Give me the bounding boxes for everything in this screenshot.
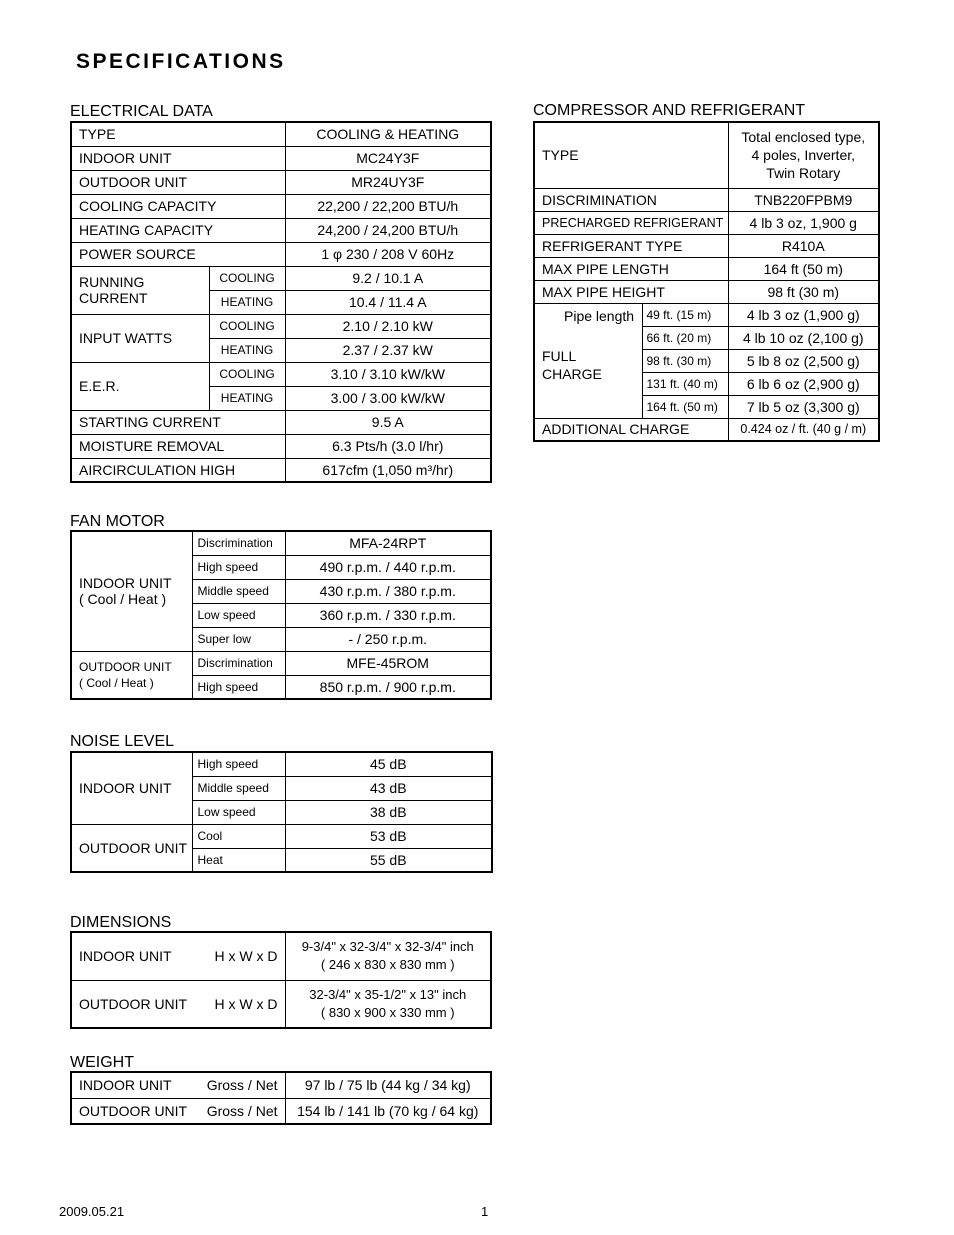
moisture-removal-label: MOISTURE REMOVAL <box>71 434 285 458</box>
indoor-unit-label: INDOOR UNIT <box>71 146 285 170</box>
hwd-label: H x W x D <box>197 932 285 980</box>
noise-level-heading: NOISE LEVEL <box>70 733 175 750</box>
type-label: TYPE <box>71 122 285 146</box>
fan-motor-table <box>70 530 492 700</box>
discrimination-label: Discrimination <box>192 651 285 675</box>
starting-current-label: STARTING CURRENT <box>71 410 285 434</box>
dimensions-heading: DIMENSIONS <box>70 914 172 931</box>
low-speed-label: Low speed <box>192 800 285 824</box>
charge-value-4: 6 lb 6 oz (2,900 g) <box>728 372 879 395</box>
weight-indoor-value: 97 lb / 75 lb (44 kg / 34 kg) <box>285 1072 491 1098</box>
weight-outdoor-unit-label: OUTDOOR UNIT <box>71 1098 197 1124</box>
charge-length-5: 164 ft. (50 m) <box>642 395 728 418</box>
moisture-removal-value: 6.3 Pts/h (3.0 l/hr) <box>285 434 491 458</box>
electrical-table <box>70 121 492 483</box>
fan-outdoor-unit-label: OUTDOOR UNIT ( Cool / Heat ) <box>71 651 192 699</box>
aircirculation-label: AIRCIRCULATION HIGH <box>71 458 285 482</box>
charge-value-1: 4 lb 3 oz (1,900 g) <box>728 303 879 326</box>
heating-capacity-value: 24,200 / 24,200 BTU/h <box>285 218 491 242</box>
pipe-length-label: Pipe length <box>564 307 635 324</box>
fan-indoor-discrimination: MFA-24RPT <box>285 531 491 555</box>
fan-indoor-high: 490 r.p.m. / 440 r.p.m. <box>285 555 491 579</box>
fan-motor-heading: FAN MOTOR <box>70 513 165 530</box>
running-current-label: RUNNING CURRENT <box>71 266 209 314</box>
comp-type-value: Total enclosed type, 4 poles, Inverter, Twin Rotary <box>728 122 879 188</box>
heating-label: HEATING <box>209 338 285 362</box>
dim-indoor-value: 9-3/4" x 32-3/4" x 32-3/4" inch ( 246 x 830 x 830 mm ) <box>285 932 491 980</box>
dim-outdoor-value: 32-3/4" x 35-1/2" x 13" inch ( 830 x 900 x 330 mm ) <box>285 980 491 1028</box>
charge-value-3: 5 lb 8 oz (2,500 g) <box>728 349 879 372</box>
cooling-capacity-label: COOLING CAPACITY <box>71 194 285 218</box>
full-charge-cell <box>534 303 642 418</box>
heat-label: Heat <box>192 848 285 872</box>
running-heating-value: 10.4 / 11.4 A <box>285 290 491 314</box>
starting-current-value: 9.5 A <box>285 410 491 434</box>
noise-high-value: 45 dB <box>285 752 492 776</box>
fan-indoor-superlow: - / 250 r.p.m. <box>285 627 491 651</box>
input-cooling-value: 2.10 / 2.10 kW <box>285 314 491 338</box>
hwd-label: H x W x D <box>197 980 285 1028</box>
refrigerant-type-value: R410A <box>728 234 879 257</box>
compressor-table <box>533 121 880 442</box>
max-pipe-height-value: 98 ft (30 m) <box>728 280 879 303</box>
charge-length-1: 49 ft. (15 m) <box>642 303 728 326</box>
additional-charge-label: ADDITIONAL CHARGE <box>534 418 728 441</box>
refrigerant-type-label: REFRIGERANT TYPE <box>534 234 728 257</box>
dim-outdoor-unit-label: OUTDOOR UNIT <box>71 980 197 1028</box>
dimensions-table <box>70 931 492 1029</box>
discrimination-label: Discrimination <box>192 531 285 555</box>
max-pipe-height-label: MAX PIPE HEIGHT <box>534 280 728 303</box>
dim-indoor-unit-label: INDOOR UNIT <box>71 932 197 980</box>
charge-length-2: 66 ft. (20 m) <box>642 326 728 349</box>
power-source-value: 1 φ 230 / 208 V 60Hz <box>285 242 491 266</box>
middle-speed-label: Middle speed <box>192 579 285 603</box>
noise-middle-value: 43 dB <box>285 776 492 800</box>
power-source-label: POWER SOURCE <box>71 242 285 266</box>
electrical-heading: ELECTRICAL DATA <box>70 103 213 120</box>
eer-label: E.E.R. <box>71 362 209 410</box>
footer-date: 2009.05.21 <box>59 1204 125 1219</box>
outdoor-unit-value: MR24UY3F <box>285 170 491 194</box>
compressor-heading: COMPRESSOR AND REFRIGERANT <box>533 102 806 119</box>
indoor-unit-value: MC24Y3F <box>285 146 491 170</box>
comp-discrimination-label: DISCRIMINATION <box>534 188 728 211</box>
heating-capacity-label: HEATING CAPACITY <box>71 218 285 242</box>
input-heating-value: 2.37 / 2.37 kW <box>285 338 491 362</box>
full-charge-label: FULL CHARGE <box>542 347 602 382</box>
noise-low-value: 38 dB <box>285 800 492 824</box>
low-speed-label: Low speed <box>192 603 285 627</box>
fan-indoor-low: 360 r.p.m. / 330 r.p.m. <box>285 603 491 627</box>
cooling-label: COOLING <box>209 362 285 386</box>
max-pipe-length-label: MAX PIPE LENGTH <box>534 257 728 280</box>
noise-level-table <box>70 751 493 873</box>
running-cooling-value: 9.2 / 10.1 A <box>285 266 491 290</box>
outdoor-unit-label: OUTDOOR UNIT <box>71 170 285 194</box>
precharged-value: 4 lb 3 oz, 1,900 g <box>728 211 879 234</box>
weight-table <box>70 1071 492 1125</box>
weight-heading: WEIGHT <box>70 1054 134 1071</box>
super-low-label: Super low <box>192 627 285 651</box>
aircirculation-value: 617cfm (1,050 m³/hr) <box>285 458 491 482</box>
eer-cooling-value: 3.10 / 3.10 kW/kW <box>285 362 491 386</box>
high-speed-label: High speed <box>192 752 285 776</box>
middle-speed-label: Middle speed <box>192 776 285 800</box>
gross-net-label: Gross / Net <box>197 1098 285 1124</box>
cooling-label: COOLING <box>209 314 285 338</box>
input-watts-label: INPUT WATTS <box>71 314 209 362</box>
weight-outdoor-value: 154 lb / 141 lb (70 kg / 64 kg) <box>285 1098 491 1124</box>
high-speed-label: High speed <box>192 675 285 699</box>
comp-type-label: TYPE <box>534 122 728 188</box>
noise-outdoor-unit-label: OUTDOOR UNIT <box>71 824 192 872</box>
max-pipe-length-value: 164 ft (50 m) <box>728 257 879 280</box>
charge-length-4: 131 ft. (40 m) <box>642 372 728 395</box>
eer-heating-value: 3.00 / 3.00 kW/kW <box>285 386 491 410</box>
noise-heat-value: 55 dB <box>285 848 492 872</box>
cool-label: Cool <box>192 824 285 848</box>
page-number: 1 <box>481 1204 489 1219</box>
high-speed-label: High speed <box>192 555 285 579</box>
gross-net-label: Gross / Net <box>197 1072 285 1098</box>
fan-outdoor-discrimination: MFE-45ROM <box>285 651 491 675</box>
cooling-capacity-value: 22,200 / 22,200 BTU/h <box>285 194 491 218</box>
comp-discrimination-value: TNB220FPBM9 <box>728 188 879 211</box>
weight-indoor-unit-label: INDOOR UNIT <box>71 1072 197 1098</box>
heating-label: HEATING <box>209 290 285 314</box>
noise-indoor-unit-label: INDOOR UNIT <box>71 752 192 824</box>
charge-value-5: 7 lb 5 oz (3,300 g) <box>728 395 879 418</box>
heating-label: HEATING <box>209 386 285 410</box>
fan-indoor-unit-label: INDOOR UNIT ( Cool / Heat ) <box>71 531 192 651</box>
charge-length-3: 98 ft. (30 m) <box>642 349 728 372</box>
type-value: COOLING & HEATING <box>285 122 491 146</box>
noise-cool-value: 53 dB <box>285 824 492 848</box>
fan-outdoor-high: 850 r.p.m. / 900 r.p.m. <box>285 675 491 699</box>
precharged-label: PRECHARGED REFRIGERANT <box>534 211 728 234</box>
charge-value-2: 4 lb 10 oz (2,100 g) <box>728 326 879 349</box>
additional-charge-value: 0.424 oz / ft. (40 g / m) <box>728 418 879 441</box>
page-title: SPECIFICATIONS <box>76 50 286 73</box>
cooling-label: COOLING <box>209 266 285 290</box>
fan-indoor-middle: 430 r.p.m. / 380 r.p.m. <box>285 579 491 603</box>
